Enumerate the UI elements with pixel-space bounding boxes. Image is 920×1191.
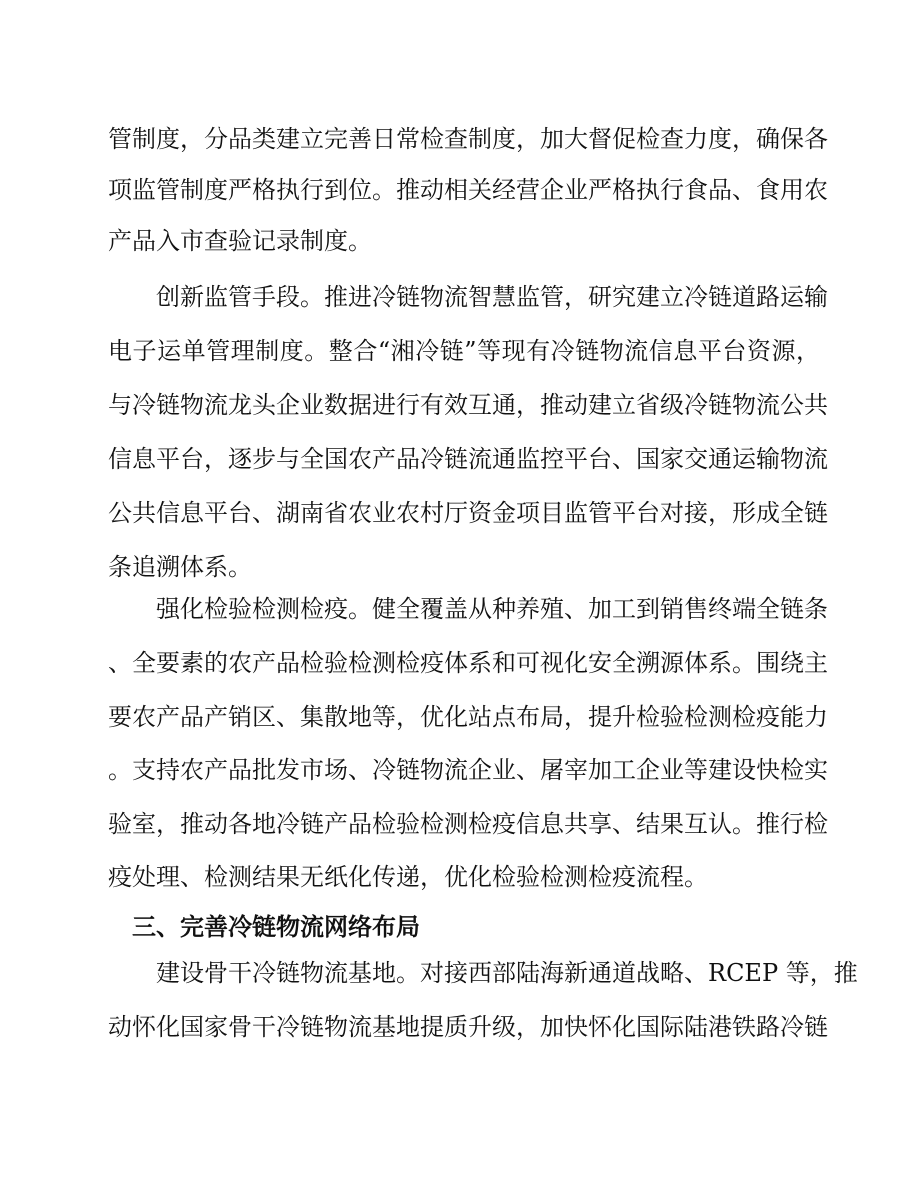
para2-line-2: 电子运单管理制度。整合“湘冷链”等现有冷链物流信息平台资源， [108,337,820,365]
para2-line-3: 与冷链物流龙头企业数据进行有效互通，推动建立省级冷链物流公共 [108,391,828,419]
para1-line-2: 项监管制度严格执行到位。推动相关经营企业严格执行食品、食用农 [108,176,828,204]
para3-line-3: 要农产品产销区、集散地等，优化站点布局，提升检验检测检疫能力 [108,703,828,731]
para3-line-6: 疫处理、检测结果无纸化传递，优化检验检测检疫流程。 [108,863,708,891]
para2-line-4: 信息平台，逐步与全国农产品冷链流通监控平台、国家交通运输物流 [108,445,828,473]
para1-line-3: 产品入市查验记录制度。 [108,227,372,255]
para4-line-1: 建设骨干冷链物流基地。对接西部陆海新通道战略、RCEP 等，推 [156,959,858,987]
section-heading: 三、完善冷链物流网络布局 [132,913,420,941]
para2-line-5: 公共信息平台、湖南省农业农村厅资金项目监管平台对接，形成全链 [108,499,828,527]
para2-line-6: 条追溯体系。 [108,553,252,581]
para2-line-1: 创新监管手段。推进冷链物流智慧监管，研究建立冷链道路运输 [156,283,828,311]
para3-line-5: 验室，推动各地冷链产品检验检测检疫信息共享、结果互认。推行检 [108,810,828,838]
para4-line-2: 动怀化国家骨干冷链物流基地提质升级，加快怀化国际陆港铁路冷链 [108,1013,828,1041]
para3-line-1: 强化检验检测检疫。健全覆盖从种养殖、加工到销售终端全链条 [156,595,828,623]
para3-line-4: 。支持农产品批发市场、冷链物流企业、屠宰加工企业等建设快检实 [108,756,828,784]
para3-line-2: 、全要素的农产品检验检测检疫体系和可视化安全溯源体系。围绕主 [108,649,828,677]
para1-line-1: 管制度，分品类建立完善日常检查制度，加大督促检查力度，确保各 [108,125,828,153]
